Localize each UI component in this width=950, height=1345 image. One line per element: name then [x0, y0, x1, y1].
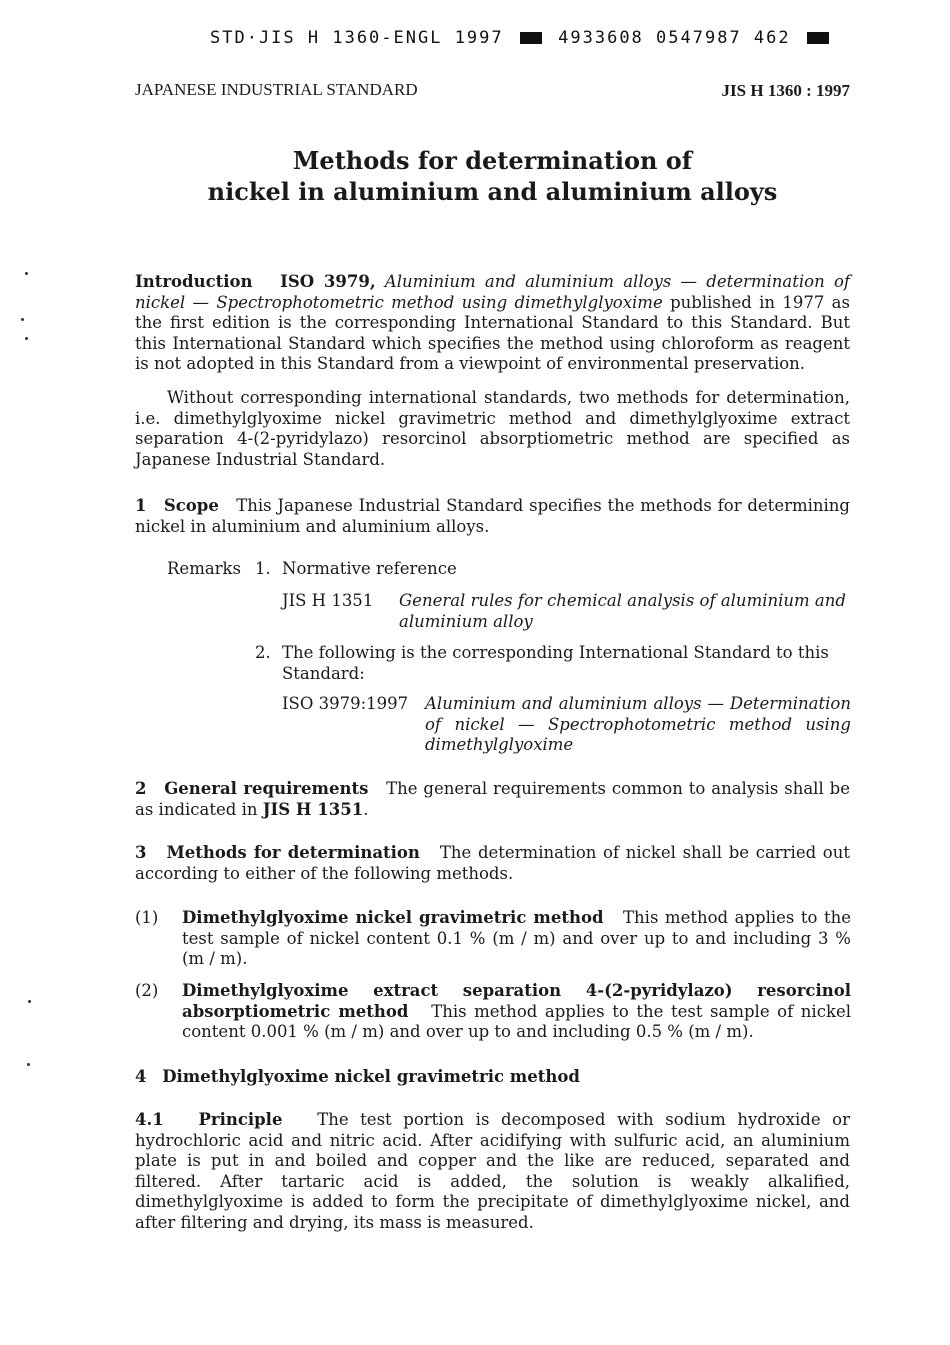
methods-section: [135, 843, 850, 884]
remark-2-title: Aluminium and aluminium alloys — Determination of nickel — Spectrophotometric method using dimethylglyoxime: [425, 694, 851, 754]
document-stamp-line: [210, 28, 833, 49]
introduction-label: Introduction: [135, 272, 253, 291]
general-text: The general requirements common to analysis shall be as indicated in: [135, 779, 850, 819]
scan-speck: [28, 1000, 31, 1003]
method-2-heading: Dimethylglyoxime extract separation 4-(2-pyridylazo) resorcinol absorptiometric method: [182, 981, 851, 1021]
general-heading: General requirements: [164, 779, 369, 798]
remarks-label: Remarks: [167, 559, 242, 578]
methods-heading: Methods for determination: [166, 843, 420, 862]
general-number: 2: [135, 779, 147, 798]
method-1: [182, 908, 851, 970]
methods-text: The determination of nickel shall be carried out according to either of the following methods.: [135, 843, 850, 883]
scan-speck: [25, 272, 28, 275]
remark-2-text: The following is the corresponding International Standard to this Standard:: [282, 643, 829, 683]
standard-number: JIS H 1360 : 1997: [721, 81, 850, 100]
remark-1-text: Normative reference: [282, 559, 457, 578]
stamp-block-mark: [520, 32, 542, 44]
scan-speck: [21, 318, 24, 321]
general-end: .: [363, 799, 369, 819]
introduction-text: published in 1977 as the first edition is the corresponding International Standard to this Standard. But this International Standard which specifies the method using chloroform as reagent is not adopted in this Standard from a viewpoint of environmental preservation.: [135, 292, 850, 373]
page-title: [135, 145, 850, 207]
method-2: [182, 981, 851, 1043]
method-2-text: This method applies to the test sample of nickel content 0.001 % (m / m) and over up to and including 0.5 % (m / m).: [182, 1001, 851, 1041]
stamp-block-mark: [807, 32, 829, 44]
remark-2-number: 2.: [255, 643, 271, 662]
method-2-number: (2): [135, 981, 159, 1000]
remark-1-code: JIS H 1351: [282, 591, 374, 610]
stamp-left-code: STD·JIS H 1360-ENGL 1997: [210, 28, 504, 48]
scope-text: This Japanese Industrial Standard specifies the methods for determining nickel in aluminium and aluminium alloys.: [135, 496, 850, 536]
section-4-heading: [135, 1067, 850, 1088]
section-4-number: 4: [135, 1067, 147, 1086]
scan-speck: [27, 1063, 30, 1066]
scan-speck: [25, 337, 28, 340]
scope-section: [135, 496, 850, 537]
principle-section: [135, 1110, 850, 1233]
methods-number: 3: [135, 843, 147, 862]
section-4-title: Dimethylglyoxime nickel gravimetric method: [162, 1067, 580, 1086]
stamp-right-code: 4933608 0547987 462: [558, 28, 791, 48]
introduction-paragraph: [135, 272, 850, 375]
general-reference: JIS H 1351: [262, 799, 364, 819]
principle-text: The test portion is decomposed with sodium hydroxide or hydrochloric acid and nitric acid. After acidifying with sulfuric acid, an aluminium plate is put in and boiled and copper and the like are reduced, separated and filtered. After tartaric acid is added, the solution is weakly alkalified, dimethylglyoxime is added to form the precipitate of dimethylglyoxime nickel, and after filtering and drying, its mass is measured.: [135, 1110, 850, 1232]
title-line-1: Methods for determination of: [292, 146, 693, 175]
remark-2-code: ISO 3979:1997: [282, 694, 409, 713]
standard-header: JAPANESE INDUSTRIAL STANDARD: [135, 80, 418, 99]
remark-1-title: General rules for chemical analysis of aluminium and aluminium alloy: [399, 591, 846, 631]
method-1-heading: Dimethylglyoxime nickel gravimetric method: [182, 908, 604, 927]
method-1-text: This method applies to the test sample of nickel content 0.1 % (m / m) and over up to and including 3 % (m / m).: [182, 908, 851, 968]
method-1-number: (1): [135, 908, 159, 927]
principle-heading: Principle: [198, 1110, 283, 1129]
principle-number: 4.1: [135, 1110, 164, 1129]
iso-title: Aluminium and aluminium alloys — determination of nickel — Spectrophotometric method using dimethylglyoxime: [135, 272, 850, 312]
remark-1-number: 1.: [255, 559, 271, 578]
iso-reference: ISO 3979,: [280, 272, 376, 291]
scope-number: 1: [135, 496, 147, 515]
title-line-2: nickel in aluminium and aluminium alloys: [207, 177, 778, 206]
introduction-paragraph-2: Without corresponding international standards, two methods for determination, i.e. dimethylglyoxime nickel gravimetric method and dimethylglyoxime extract separation 4-(2-pyridylazo) resorcinol absorptiometric method are specified as Japanese Industrial Standard.: [135, 388, 850, 469]
general-requirements-section: [135, 779, 850, 820]
scope-heading: Scope: [163, 496, 219, 515]
